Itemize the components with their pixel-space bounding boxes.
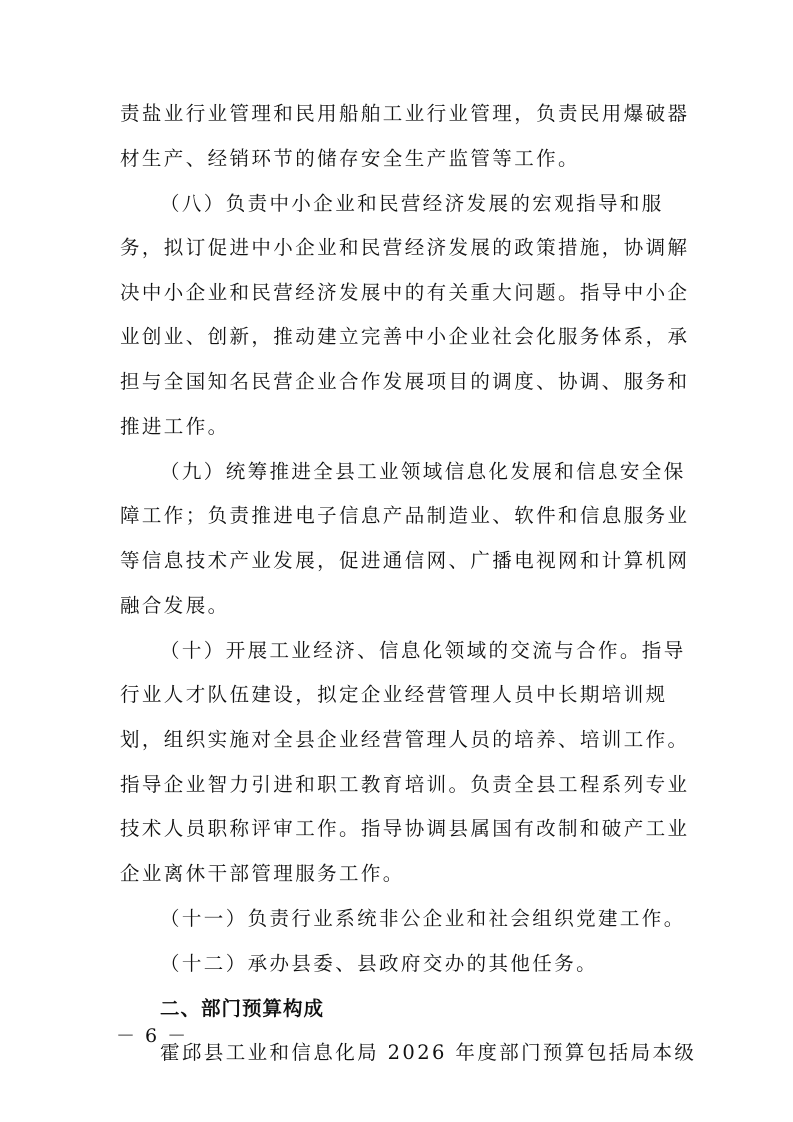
paragraph-line: 技术人员职称评审工作。指导协调县属国有改制和破产工业	[120, 817, 690, 840]
paragraph-line: 材生产、经销环节的储存安全生产监管等工作。	[120, 147, 580, 170]
page-number: － 6 －	[116, 1025, 189, 1047]
paragraph-line: 业创业、创新，推动建立完善中小企业社会化服务体系，承	[120, 325, 690, 348]
paragraph-line: （九）统筹推进全县工业领域信息化发展和信息安全保	[160, 460, 686, 483]
paragraph-line: 行业人才队伍建设，拟定企业经营管理人员中长期培训规	[120, 683, 668, 706]
paragraph-line: 决中小企业和民营经济发展中的有关重大问题。指导中小企	[120, 281, 690, 304]
paragraph-line: 务，拟订促进中小企业和民营经济发展的政策措施，协调解	[120, 236, 690, 259]
paragraph-line: 障工作；负责推进电子信息产品制造业、软件和信息服务业	[120, 504, 690, 527]
paragraph-line: 融合发展。	[120, 594, 230, 617]
paragraph-line: 企业离休干部管理服务工作。	[120, 862, 405, 885]
paragraph-line: 指导企业智力引进和职工教育培训。负责全县工程系列专业	[120, 773, 690, 796]
section-heading: 二、部门预算构成	[160, 997, 325, 1020]
paragraph-line: （十一）负责行业系统非公企业和社会组织党建工作。	[160, 907, 686, 930]
paragraph-line: （十）开展工业经济、信息化领域的交流与合作。指导	[160, 639, 686, 662]
paragraph-line: 担与全国知名民营企业合作发展项目的调度、协调、服务和	[120, 370, 690, 393]
paragraph-line: 霍邱县工业和信息化局 2026 年度部门预算包括局本级	[160, 1041, 697, 1064]
paragraph-line: （十二）承办县委、县政府交办的其他任务。	[160, 952, 599, 975]
paragraph-line: （八）负责中小企业和民营经济发展的宏观指导和服	[160, 192, 664, 215]
paragraph-line: 责盐业行业管理和民用船舶工业行业管理，负责民用爆破器	[120, 102, 690, 125]
paragraph-line: 推进工作。	[120, 415, 230, 438]
paragraph-line: 等信息技术产业发展，促进通信网、广播电视网和计算机网	[120, 549, 690, 572]
paragraph-line: 划，组织实施对全县企业经营管理人员的培养、培训工作。	[120, 728, 690, 751]
